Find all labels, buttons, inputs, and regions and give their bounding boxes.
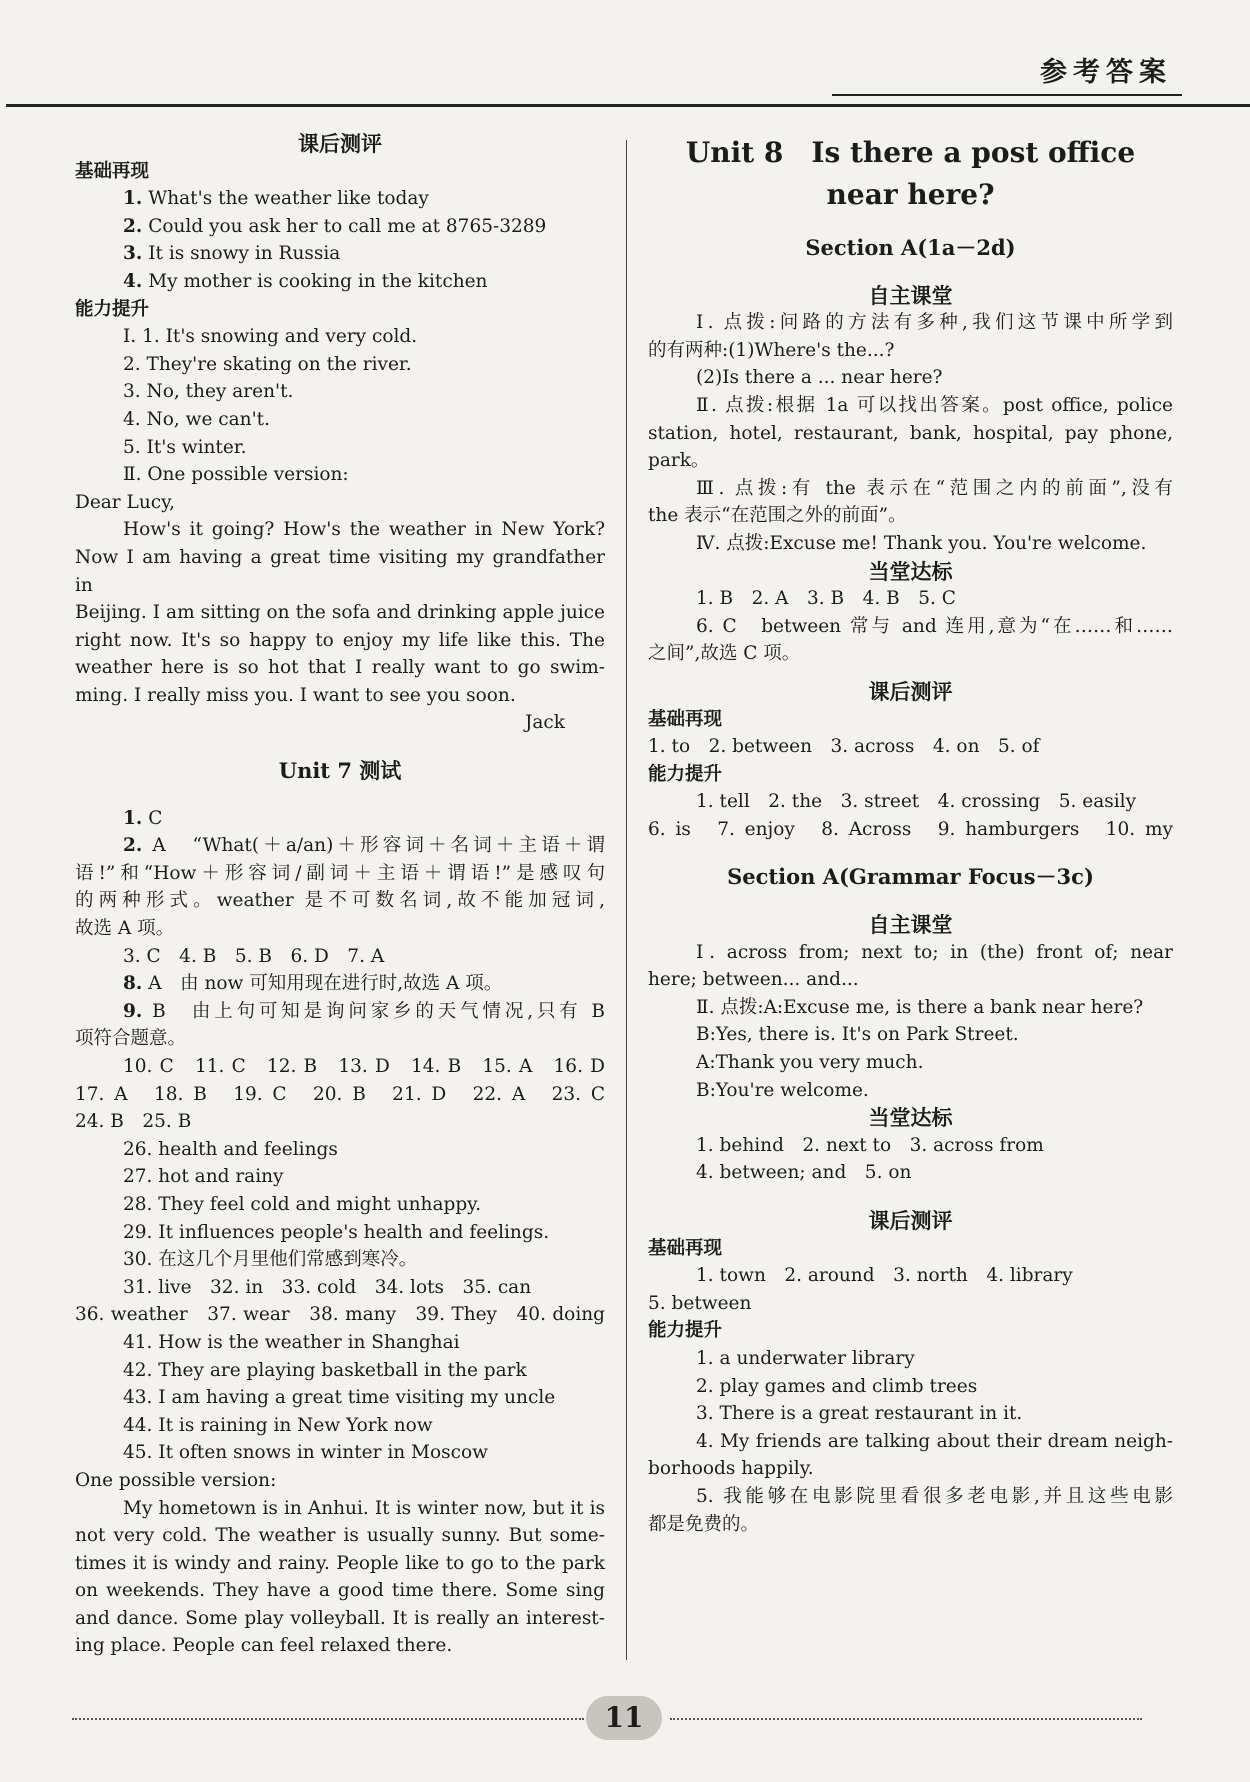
answer-line <box>75 805 605 833</box>
answer-line: 5. 我能够在电影院里看很多老电影,并且这些电影 <box>696 1485 1173 1507</box>
item-text: What's the weather like today <box>142 188 429 210</box>
spacer <box>648 668 1173 678</box>
answer-line: 1. town 2. around 3. north 4. library <box>696 1265 1073 1287</box>
answer-line: Ⅰ. across from; next to; in (the) front of; near <box>696 941 1173 963</box>
right-column <box>648 130 1173 1538</box>
answer-line <box>75 185 605 213</box>
answer-line: 1. B 2. A 3. B 4. B 5. C <box>696 588 956 610</box>
answer-line: Ⅳ. 点拨:Excuse me! Thank you. You're welcome. <box>696 532 1147 554</box>
answer-line: 5. It's winter. <box>123 436 247 458</box>
answer-line: right now. It's so happy to enjoy my life like this. The <box>75 629 605 651</box>
answer-line: 的两种形式。weather 是不可数名词,故不能加冠词, <box>75 890 605 912</box>
answer-line: 43. I am having a great time visiting my uncle <box>123 1387 556 1409</box>
answer-line: station, hotel, restaurant, bank, hospital, pay phone, <box>648 422 1173 444</box>
answer-line: 1. to 2. between 3. across 4. on 5. of <box>648 736 1040 758</box>
answer-line: 4. between; and 5. on <box>696 1162 912 1184</box>
item-number: 1. <box>123 807 143 829</box>
answer-line: Dear Lucy, <box>75 491 175 513</box>
item-number: 1. <box>123 188 143 210</box>
answer-line <box>75 998 605 1026</box>
spacer <box>648 1187 1173 1207</box>
answer-line: (2)Is there a ... near here? <box>696 367 943 389</box>
item-number: 9. <box>123 1000 143 1022</box>
column-divider <box>626 140 627 1660</box>
answer-line: Ⅱ. One possible version: <box>123 464 349 486</box>
answer-line: ming. I really miss you. I want to see you soon. <box>75 684 516 706</box>
answer-line <box>75 268 605 296</box>
answer-line: park。 <box>648 450 710 472</box>
unit-title: Unit 8 Is there a post office <box>685 136 1136 169</box>
section-heading: 当堂达标 <box>868 1105 953 1131</box>
answer-line: here; between... and... <box>648 969 859 991</box>
subsection-heading: 能力提升 <box>648 763 723 785</box>
answer-line: A:Thank you very much. <box>696 1052 924 1074</box>
subsection-heading: 基础再现 <box>648 708 723 730</box>
answer-line: 26. health and feelings <box>123 1138 338 1160</box>
answer-line: 1. tell 2. the 3. street 4. crossing 5. easily <box>696 791 1137 813</box>
unit-title: near here? <box>826 178 995 211</box>
answer-line: 3. C 4. B 5. B 6. D 7. A <box>123 945 385 967</box>
page-header <box>0 0 1250 110</box>
answer-line: Ⅱ. 点拨:A:Excuse me, is there a bank near here? <box>696 996 1144 1018</box>
item-text: A 由 now 可知用现在进行时,故选 A 项。 <box>142 973 503 995</box>
item-number: 4. <box>123 270 143 292</box>
answer-line: 的有两种:(1)Where's the...? <box>648 339 895 361</box>
page-number: 11 <box>586 1696 662 1740</box>
subsection-heading: 能力提升 <box>648 1320 723 1342</box>
subsection-heading: 基础再现 <box>648 1237 723 1259</box>
signature: Jack <box>524 712 565 734</box>
unit-subtitle: Section A(Grammar Focus－3c) <box>727 864 1094 890</box>
spacer <box>75 737 605 757</box>
answer-line: on weekends. They have a good time there. Some sing <box>75 1580 605 1602</box>
answer-line: 都是免费的。 <box>648 1513 760 1535</box>
item-text: Could you ask her to call me at 8765-3289 <box>142 215 547 237</box>
answer-line: 30. 在这几个月里他们常感到寒冷。 <box>123 1249 418 1271</box>
item-number: 2. <box>123 215 143 237</box>
subsection-heading: 能力提升 <box>75 298 150 320</box>
answer-line: weather here is so hot that I really want to go swim- <box>75 657 605 679</box>
answer-line: Now I am having a great time visiting my grandfather in <box>75 546 605 596</box>
header-rule <box>6 104 1250 107</box>
spacer <box>648 214 1173 234</box>
answer-line: 36. weather 37. wear 38. many 39. They 40. doing <box>75 1304 605 1326</box>
spacer <box>648 843 1173 863</box>
answer-line: Ⅰ. 1. It's snowing and very cold. <box>123 326 418 348</box>
item-number: 2. <box>123 835 143 857</box>
answer-line: 2. play games and climb trees <box>696 1375 978 1397</box>
answer-line: borhoods happily. <box>648 1458 814 1480</box>
unit-subtitle: Section A(1a－2d) <box>805 235 1016 260</box>
answer-line: Ⅱ. 点拨:根据 1a 可以找出答案。post office, police <box>696 394 1173 416</box>
answer-line: ing place. People can feel relaxed there. <box>75 1635 453 1657</box>
answer-line: the 表示“在范围之外的前面”。 <box>648 505 907 527</box>
answer-line: 17. A 18. B 19. C 20. B 21. D 22. A 23. C <box>75 1083 605 1105</box>
answer-line: 6. C between 常与 and 连用,意为“在……和…… <box>696 615 1173 637</box>
answer-line: 2. They're skating on the river. <box>123 353 412 375</box>
answer-line: 42. They are playing basketball in the park <box>123 1359 527 1381</box>
section-heading: 课后测评 <box>868 1208 953 1233</box>
answer-line: 之间”,故选 C 项。 <box>648 643 801 665</box>
answer-line: 6. is 7. enjoy 8. Across 9. hamburgers 10. my <box>648 818 1173 840</box>
spacer <box>648 891 1173 911</box>
answer-line: 项符合题意。 <box>75 1028 187 1050</box>
answer-line: 4. No, we can't. <box>123 408 270 430</box>
essay-line: How's it going? How's the weather in New York? <box>123 519 605 541</box>
answer-line: 故选 A 项。 <box>75 918 175 940</box>
answer-line: not very cold. The weather is usually sunny. But some- <box>75 1525 605 1547</box>
section-heading: 自主课堂 <box>868 912 953 938</box>
answer-line: 3. There is a great restaurant in it. <box>696 1403 1023 1425</box>
answer-line: 语!”和“How＋形容词/副词＋主语＋谓语!”是感叹句 <box>75 862 605 884</box>
subsection-heading: 基础再现 <box>75 160 150 182</box>
answer-line: 10. C 11. C 12. B 13. D 14. B 15. A 16. D <box>123 1056 605 1077</box>
answer-line: and dance. Some play volleyball. It is really an interest- <box>75 1607 605 1629</box>
spacer <box>648 262 1173 282</box>
answer-line <box>75 240 605 268</box>
essay-line: My hometown is in Anhui. It is winter now, but it is <box>123 1497 605 1519</box>
answer-line: 28. They feel cold and might unhappy. <box>123 1193 482 1215</box>
answer-line: 27. hot and rainy <box>123 1166 284 1188</box>
answer-line: 24. B 25. B <box>75 1111 192 1133</box>
unit-subtitle: Unit 7 测试 <box>278 758 402 784</box>
item-text: My mother is cooking in the kitchen <box>142 270 488 292</box>
item-number: 8. <box>123 973 143 995</box>
answer-line: One possible version: <box>75 1469 277 1491</box>
item-text: It is snowy in Russia <box>142 243 341 265</box>
answer-line: 3. No, they aren't. <box>123 381 294 403</box>
answer-line <box>75 213 605 241</box>
header-title: 参考答案 <box>1040 57 1172 88</box>
section-heading: 课后测评 <box>868 678 953 704</box>
answer-line: Ⅰ. 点拨:问路的方法有多种,我们这节课中所学到 <box>696 312 1173 334</box>
answer-line: B:Yes, there is. It's on Park Street. <box>696 1024 1019 1046</box>
item-text: A “What(＋a/an)＋形容词＋名词＋主语＋谓 <box>142 835 605 857</box>
section-heading: 自主课堂 <box>868 282 953 308</box>
footer-dots-right <box>670 1718 1142 1720</box>
item-text: C <box>142 807 163 829</box>
answer-line: 41. How is the weather in Shanghai <box>123 1331 460 1353</box>
answer-line: 44. It is raining in New York now <box>123 1414 433 1436</box>
section-heading: 课后测评 <box>298 131 382 156</box>
footer-dots-left <box>72 1718 584 1720</box>
answer-line: 4. My friends are talking about their dream neigh- <box>696 1430 1173 1452</box>
answer-line: 31. live 32. in 33. cold 34. lots 35. can <box>123 1276 532 1298</box>
left-column <box>75 130 605 1660</box>
answer-line: 45. It often snows in winter in Moscow <box>123 1442 488 1464</box>
answer-line: 1. behind 2. next to 3. across from <box>696 1134 1044 1156</box>
answer-line: Beijing. I am sitting on the sofa and drinking apple juice <box>75 602 605 624</box>
header-rule-short <box>832 94 1182 96</box>
answer-line <box>75 970 605 998</box>
item-number: 3. <box>123 243 143 265</box>
answer-line: 5. between <box>648 1292 752 1314</box>
answer-line: 29. It influences people's health and feelings. <box>123 1221 550 1243</box>
section-heading: 当堂达标 <box>868 558 953 584</box>
item-text: B 由上句可知是询问家乡的天气情况,只有 B <box>142 1000 605 1022</box>
answer-line <box>75 832 605 860</box>
answer-line: B:You're welcome. <box>696 1079 869 1101</box>
answer-line: times it is windy and rainy. People like to go to the park <box>75 1552 605 1574</box>
spacer <box>75 785 605 805</box>
answer-line: 1. a underwater library <box>696 1347 915 1369</box>
answer-line: Ⅲ. 点拨:有 the 表示在“范围之内的前面”,没有 <box>696 477 1173 499</box>
